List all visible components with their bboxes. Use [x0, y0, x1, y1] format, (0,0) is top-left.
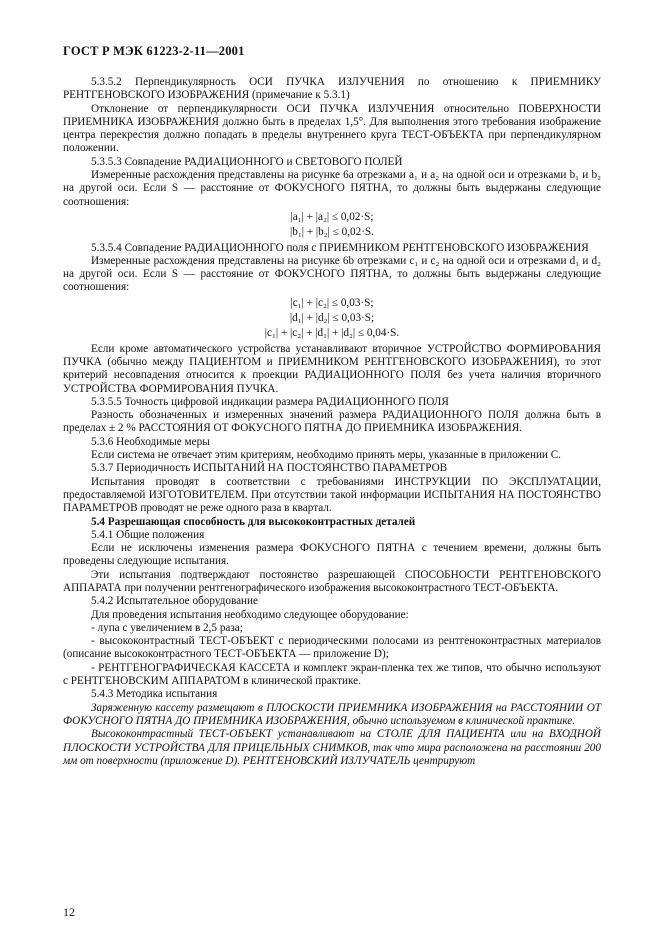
paragraph: Если система не отвечает этим критериям, необходимо принять меры, указанные в приложении С. [91, 449, 561, 462]
paragraph: Высококонтрастный ТЕСТ-ОБЪЕКТ устанавливают на СТОЛЕ ДЛЯ ПАЦИЕНТА или на ВХОДНОЙ ПЛОСКОСТИ УСТРОЙСТВА ДЛЯ ПРИЦЕЛЬНЫХ СНИМКОВ, так что мира расположена на расстоянии 200 мм от поверхности (приложение D). РЕНТГЕНОВСКИЙ ИЗЛУЧАТЕЛЬ центрируют [63, 728, 601, 767]
paragraph: Испытания проводят в соответствии с требованиями ИНСТРУКЦИИ ПО ЭКСПЛУАТАЦИИ, предоставляемой ИЗГОТОВИТЕЛЕМ. При отсутствии такой информации ИСПЫТАНИЯ НА ПОСТОЯНСТВО ПАРАМЕТРОВ проводят не реже одного раза в квартал. [63, 475, 601, 515]
paragraph: Измеренные расхождения представлены на рисунке 6b отрезками c₁ и c₂ на одной оси и отрезками d₁ и d₂ на другой оси. Если S — расстояние от ФОКУСНОГО ПЯТНА, то должны быть выдержаны следующие соотношения: [63, 254, 601, 294]
paragraph: 5.3.5.2 Перпендикулярность ОСИ ПУЧКА ИЗЛУЧЕНИЯ по отношению к ПРИЕМНИКУ РЕНТГЕНОВСКОГО ИЗОБРАЖЕНИЯ (примечание к 5.3.1) [63, 76, 601, 102]
paragraph: Для проведения испытания необходимо следующее оборудование: [91, 608, 409, 621]
page-number: 12 [63, 905, 75, 919]
formula: |c₁| + |c₂| ≤ 0,03·S; [290, 296, 374, 309]
paragraph: 5.3.7 Периодичность ИСПЫТАНИЙ НА ПОСТОЯНСТВО ПАРАМЕТРОВ [91, 462, 448, 475]
formula: |a₁| + |a₂| ≤ 0,02·S; [290, 210, 374, 223]
paragraph: 5.3.5.3 Совпадение РАДИАЦИОННОГО и СВЕТОВОГО ПОЛЕЙ [91, 155, 403, 168]
list-item: - РЕНТГЕНОГРАФИЧЕСКАЯ КАССЕТА и комплект экран-пленка тех же типов, что обычно используют с РЕНТГЕНОВСКИМ АППАРАТОМ в клинической практике. [63, 661, 601, 688]
paragraph: Измеренные расхождения представлены на рисунке 6а отрезками a₁ и a₂ на одной оси и отрезками b₁ и b₂ на другой оси. Если S — расстояние от ФОКУСНОГО ПЯТНА, то должны быть выдержаны следующие соотношения: [63, 169, 601, 208]
paragraph: 5.3.6 Необходимые меры [91, 435, 210, 448]
section-heading: 5.4 Разрешающая способность для высококонтрастных деталей [91, 515, 416, 528]
paragraph: 5.4.3 Методика испытания [91, 688, 218, 701]
paragraph: Если кроме автоматического устройства устанавливают вторичное УСТРОЙСТВО ФОРМИРОВАНИЯ ПУЧКА (обычно между ПАЦИЕНТОМ и ПРИЕМНИКОМ РЕНТГЕНОВСКОГО ИЗОБРАЖЕНИЯ), то этот критерий несовпадения относится к проекции РАДИАЦИОННОГО ПОЛЯ без учета наличия вторичного УСТРОЙСТВА ФОРМИРОВАНИЯ ПУЧКА. [63, 342, 601, 395]
paragraph: Отклонение от перпендикулярности ОСИ ПУЧКА ИЗЛУЧЕНИЯ относительно ПОВЕРХНОСТИ ПРИЕМНИКА ИЗОБРАЖЕНИЯ должно быть в пределах 1,5°. Для выполнения этого требования изображение центра перекрестия должно попадать в пределы внутреннего круга ТЕСТ-ОБЪЕКТА при перпендикулярном положении. [63, 102, 601, 155]
paragraph: 5.4.1 Общие положения [91, 528, 205, 541]
formula: |d₁| + |d₂| ≤ 0,03·S; [289, 312, 375, 325]
list-item: - лупа с увеличением в 2,5 раза; [91, 621, 243, 634]
document-header: ГОСТ Р МЭК 61223-2-11—2001 [63, 44, 245, 58]
document-body [63, 76, 601, 768]
paragraph: Если не исключены изменения размера ФОКУСНОГО ПЯТНА с течением времени, должны быть проведены следующие испытания. [63, 542, 601, 568]
paragraph: 5.4.2 Испытательное оборудование [91, 595, 258, 608]
formula: |c₁| + |c₂| + |d₁| + |d₂| ≤ 0,04·S. [264, 327, 400, 340]
paragraph: Заряженную кассету размещают в ПЛОСКОСТИ ПРИЕМНИКА ИЗОБРАЖЕНИЯ на РАССТОЯНИИ ОТ ФОКУСНОГО ПЯТНА ДО ПРИЕМНИКА ИЗОБРАЖЕНИЯ, обычно используемом в клинической практике. [63, 701, 601, 727]
paragraph: Разность обозначенных и измеренных значений размера РАДИАЦИОННОГО ПОЛЯ должна быть в пределах ± 2 % РАССТОЯНИЯ ОТ ФОКУСНОГО ПЯТНА ДО ПРИЕМНИКА ИЗОБРАЖЕНИЯ. [63, 409, 601, 435]
paragraph: 5.3.5.4 Совпадение РАДИАЦИОННОГО поля с ПРИЕМНИКОМ РЕНТГЕНОВСКОГО ИЗОБРАЖЕНИЯ [91, 241, 589, 254]
paragraph: 5.3.5.5 Точность цифровой индикации размера РАДИАЦИОННОГО ПОЛЯ [91, 395, 449, 408]
paragraph: Эти испытания подтверждают постоянство разрешающей СПОСОБНОСТИ РЕНТГЕНОВСКОГО АППАРАТА при получении рентгенографического изображения высококонтрастного ТЕСТ-ОБЪЕКТА. [63, 568, 601, 594]
list-item: - высококонтрастный ТЕСТ-ОБЪЕКТ с периодическими полосами из рентгеноконтрастных материалов (описание высококонтрастного ТЕСТ-ОБЪЕКТА — приложение D); [63, 635, 601, 661]
formula: |b₁| + |b₂| ≤ 0,02·S. [290, 226, 374, 239]
